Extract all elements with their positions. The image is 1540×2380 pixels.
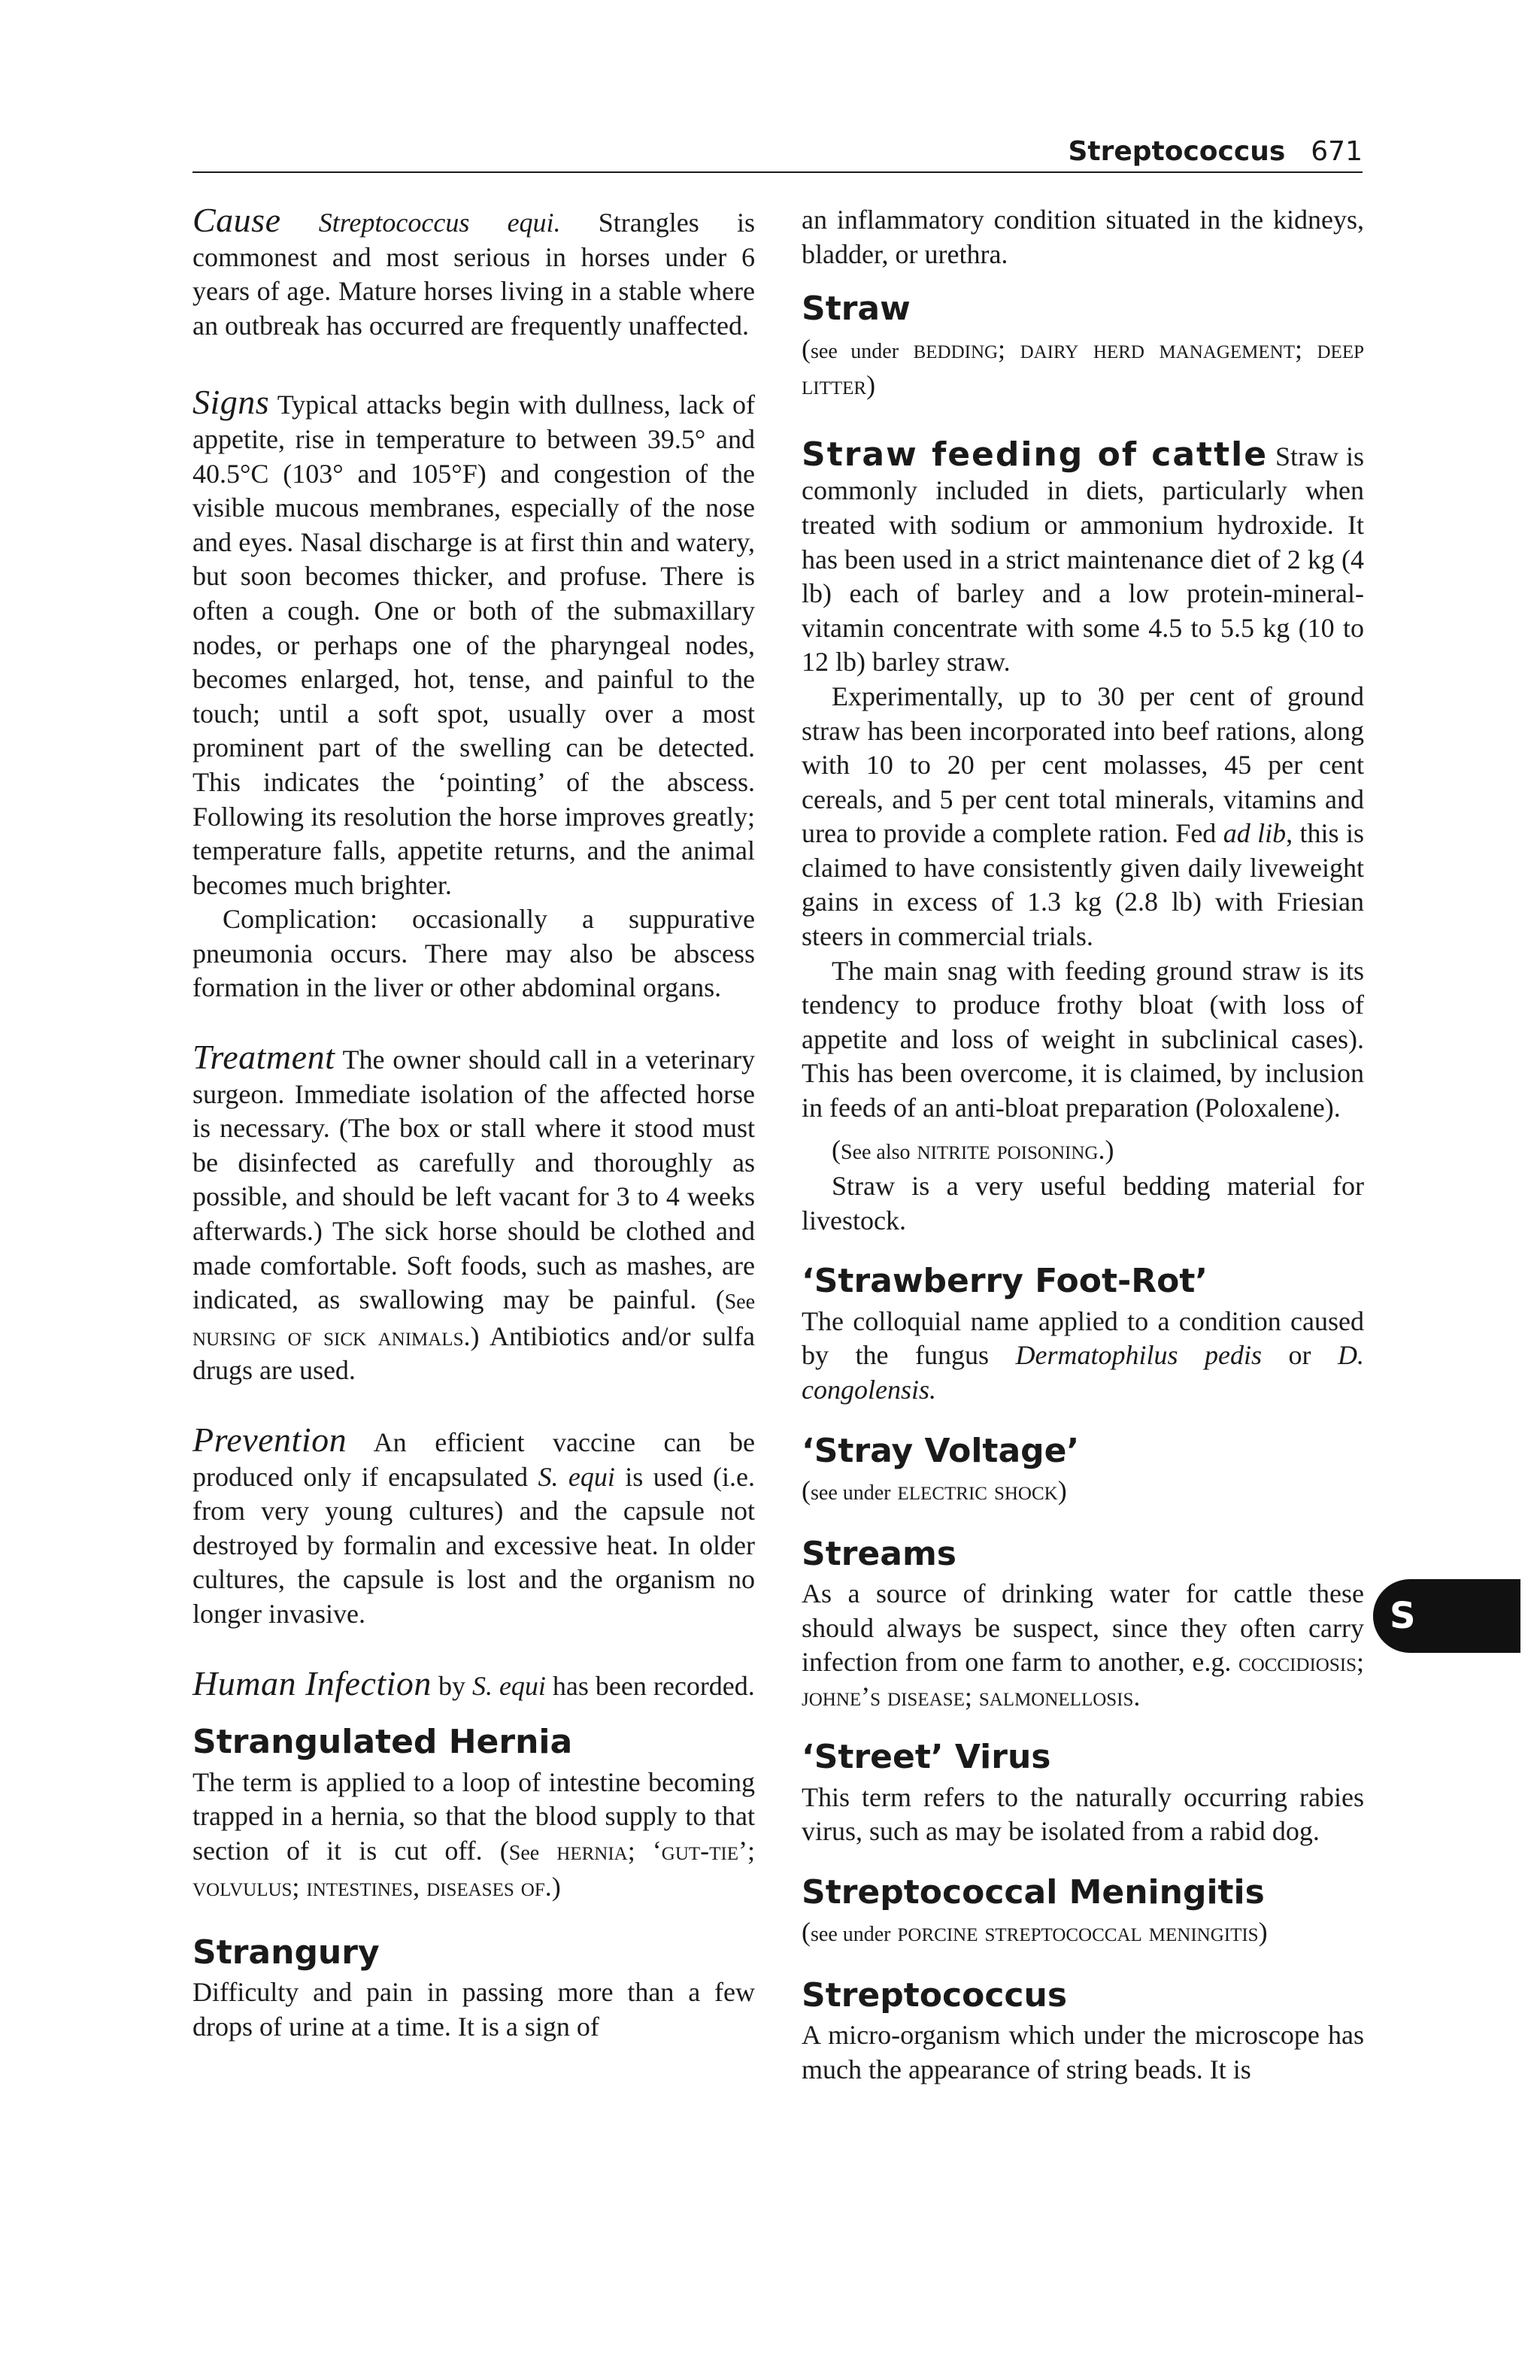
straw-crossref: (see under bedding; dairy herd management; deep litter) (802, 333, 1365, 401)
cross-reference: electric shock (897, 1475, 1058, 1505)
meningitis-crossref: (see under porcine streptococcal meningitis) (802, 1917, 1268, 1948)
alphabet-thumb-tab (1373, 1579, 1520, 1653)
human-infection-subhead: Human Infection (192, 1663, 432, 1702)
continued-text: an inflammatory condition situated in the kidneys, bladder, or urethra. (802, 205, 1364, 269)
cause-paragraph: Cause Streptococcus equi. Strangles is commonest and most serious in horses under 6 years of age. Mature horses living in a stable where an outbreak has occurred are frequently unaffected. (192, 201, 755, 341)
cross-reference: coccidiosis; johne’s disease; salmonellosis. (802, 1647, 1364, 1711)
right-column (802, 203, 1364, 2087)
treatment-paragraph: Treatment The owner should call in a veterinary surgeon. Immediate isolation of the affected horse is necessary. (The box or stall where it stood must be disinfected as carefully and thoroughly as possible, and should be left vacant for 3 to 4 weeks afterwards.) The sick horse should be clothed and made comfortable. Soft foods, such as mashes, are indicated, as swallowing may be painful. (See nursing of sick animals.) Antibiotics and/or sulfa drugs are used. (192, 1038, 755, 1386)
treatment-subhead: Treatment (192, 1038, 335, 1077)
entry-title-streams: Streams (802, 1534, 956, 1573)
entry-title-straw: Straw (802, 290, 911, 329)
signs-paragraph: Signs Typical attacks begin with dullness, lack of appetite, rise in temperature to between 39.5° and 40.5°C (103° and 105°F) and congestion of the visible mucous membranes, especially of the nose and eyes. Nasal discharge is at first thin and watery, but soon becomes thicker, and profuse. There is often a cough. One or both of the submaxillary nodes, or perhaps one of the pharyngeal nodes, becomes enlarged, hot, tense, and painful to the touch; until a soft spot, usually over a most prominent part of the swelling can be detected. This indicates the ‘pointing’ of the abscess. Following its resolution the horse improves greatly; temperature falls, appetite returns, and the animal becomes much brighter. (192, 383, 755, 900)
snag-paragraph: The main snag with feeding ground straw is its tendency to produce frothy bloat (with loss of appetite and loss of weight in subclinical cases). This has been overcome, it is claimed, by inclusion in feeds of an anti-bloat preparation (Poloxalene). (802, 955, 1364, 1123)
cross-reference: nitrite poisoning. (917, 1134, 1105, 1165)
left-column (192, 203, 755, 2045)
complication-paragraph: Complication: occasionally a suppurative pneumonia occurs. There may also be abscess formation in the liver or other abdominal organs. (192, 904, 755, 1003)
stray-voltage-crossref: (see under electric shock) (802, 1475, 1067, 1505)
strangulated-hernia-text: The term is applied to a loop of intestine becoming trapped in a hernia, so that the blood supply to that section of it is cut off. (See hernia; ‘gut-tie’; volvulus; intestines, diseases of.) (192, 1766, 755, 1902)
entry-title-streptococcal-meningitis: Streptococcal Meningitis (802, 1872, 1265, 1912)
entry-title-strangury: Strangury (192, 1933, 380, 1972)
entry-title-strawberry-foot-rot: ‘Strawberry Foot-Rot’ (802, 1262, 1208, 1301)
prevention-paragraph: Prevention An efficient vaccine can be produced only if encapsulated S. equi is used (i.e. from very young cultures) and the capsule not destroyed by formalin and excessive heat. In older cultures, the capsule is lost and the organism no longer invasive. (192, 1420, 756, 1629)
running-title: Streptococcus (1068, 136, 1286, 167)
cause-organism: Streptococcus equi. (318, 208, 561, 238)
streams-text: As a source of drinking water for cattle these should always be suspect, since they often carry infection from one farm to another, e.g. coccidiosis; johne’s disease; salmonellosis. (802, 1578, 1364, 1711)
cause-subhead: Cause (192, 201, 281, 239)
human-infection-paragraph: Human Infection by S. equi has been recorded. (192, 1663, 755, 1702)
cross-reference: bedding; dairy herd management; deep litter (802, 333, 1365, 401)
bedding-paragraph: Straw is a very useful bedding material for livestock. (802, 1171, 1364, 1235)
cross-reference: hernia; ‘gut-tie’; volvulus; intestines, diseases of (192, 1835, 755, 1902)
experiment-paragraph: Experimentally, up to 30 per cent of ground straw has been incorporated into beef rations, along with 10 to 20 per cent molasses, 45 per cent cereals, and 5 per cent total minerals, vitamins and urea to provide a complete ration. Fed ad lib, this is claimed to have consistently given daily liveweight gains in excess of 1.3 kg (2.8 lb) with Friesian steers in commercial trials. (802, 681, 1364, 952)
page-header (192, 126, 1363, 173)
entry-title-street-virus: ‘Street’ Virus (802, 1738, 1051, 1777)
entry-title-stray-voltage: ‘Stray Voltage’ (802, 1431, 1080, 1470)
cross-reference: porcine streptococcal meningitis (897, 1917, 1259, 1948)
thumb-tab-letter: S (1390, 1595, 1416, 1637)
strangury-text: Difficulty and pain in passing more than a few drops of urine at a time. It is a sign of (192, 1977, 755, 2042)
cross-reference: nursing of sick animals (192, 1320, 464, 1351)
entry-title-streptococcus: Streptococcus (802, 1975, 1068, 2015)
street-virus-text: This term refers to the naturally occurring rabies virus, such as may be isolated from a rabid dog. (802, 1781, 1364, 1847)
prevention-subhead: Prevention (192, 1420, 347, 1459)
signs-subhead: Signs (192, 383, 270, 422)
entry-title-strangulated-hernia: Strangulated Hernia (192, 1723, 573, 1762)
see-also-note: (See also nitrite poisoning.) (832, 1134, 1114, 1165)
page-number: 671 (1311, 136, 1363, 167)
entry-title-straw-feeding: Straw feeding of cattle (802, 435, 1269, 474)
strawberry-text: The colloquial name applied to a condition caused by the fungus Dermatophilus pedis or D. congolensis. (802, 1305, 1364, 1405)
streptococcus-text: A micro-organism which under the microscope has much the appearance of string beads. It is (802, 2020, 1364, 2084)
straw-feeding-paragraph: Straw feeding of cattle Straw is commonly included in diets, particularly when treated with sodium or ammonium hydroxide. It has been used in a strict maintenance diet of 2 kg (4 lb) each of barley and a low protein-mineral-vitamin concentrate with some 4.5 to 5.5 kg (10 to 12 lb) barley straw. (802, 435, 1364, 678)
